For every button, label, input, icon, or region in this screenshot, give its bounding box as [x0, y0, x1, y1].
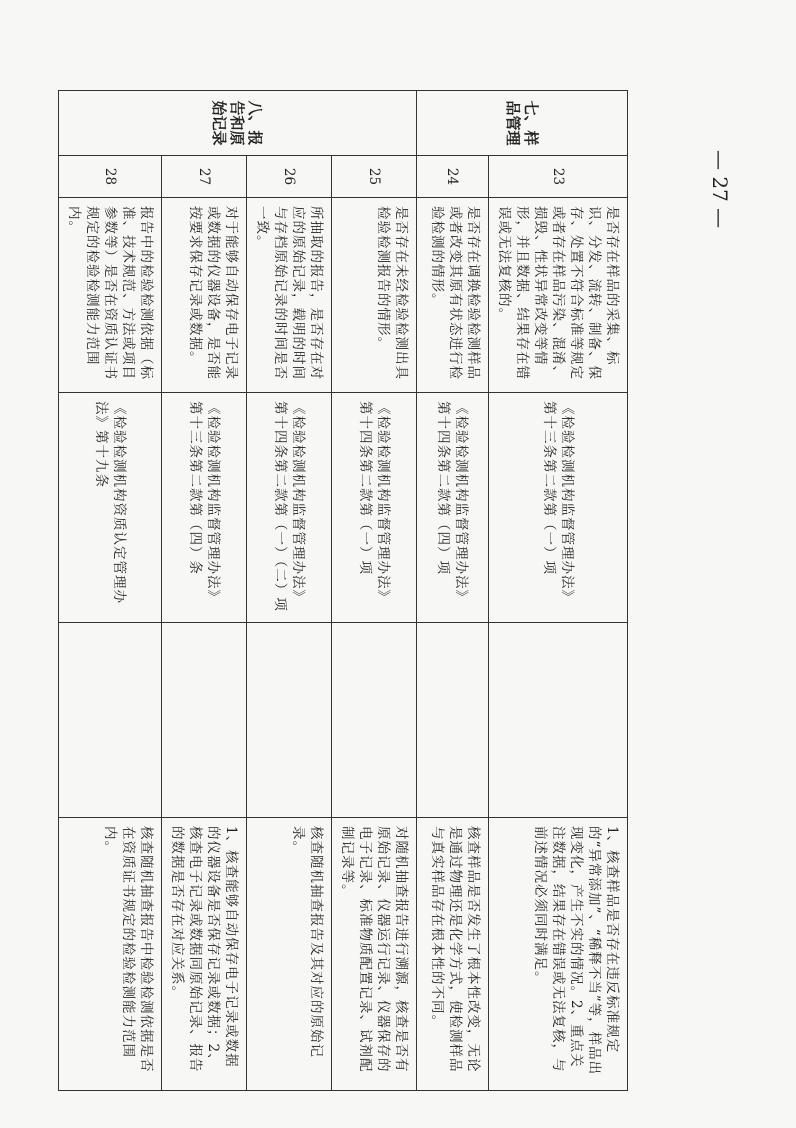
legal-basis: 《检验检测机构监督管理办法》第十三条第二款第（一）项 [489, 393, 628, 623]
inspection-method [489, 623, 628, 818]
check-content: 1、核查样品是否存在违反标准规定的“异常添加”、“稀释不当”等，样品出现变化，产生不实的情况。2、重点关注数据，结果存在错误或无法复核，与前述情况必须同时满足。 [489, 818, 628, 1091]
row-number: 27 [162, 156, 247, 198]
check-content: 核查随机抽查报告中检验检测依据是否在资质证书规定的检验检测能力范围内。 [59, 818, 162, 1091]
inspection-method [162, 623, 247, 818]
inspection-method [417, 623, 489, 818]
inspection-item: 是否存在调换检验检测样品或者改变其原有状态进行检验检测的情形。 [417, 198, 489, 393]
check-content: 核查样品是否发生了根本性改变，无论是通过物理还是化学方式，使检测样品与真实样品存在根本性的不同。 [417, 818, 489, 1091]
table-row [59, 91, 162, 1091]
check-content: 1、核查能够自动保存电子记录或数据的仪器设备是否保存记录或数据；2、核查电子记录或数据同原始记录、报告的数据是否存在对应关系。 [162, 818, 247, 1091]
row-number: 26 [247, 156, 332, 198]
legal-basis: 《检验检测机构监督管理办法》第十四条第二款第（四）项 [417, 393, 489, 623]
inspection-table-container [66, 90, 628, 1090]
inspection-item: 所抽取的报告，是否存在对应的原始记录，载明的时间与存档原始记录的时间是否一致。 [247, 198, 332, 393]
row-number: 25 [332, 156, 417, 198]
legal-basis: 《检验检测机构资质认定管理办法》第十九条 [59, 393, 162, 623]
table-row [417, 91, 489, 1091]
table-row [489, 91, 628, 1091]
inspection-item: 是否存在样品的采集、标识、分发、流转、制备、保存、处置不符合标准等规定或者存在样品污染、混淆、损毁、性状异常改变等情形，并且数据、结果存在错误或无法复核的。 [489, 198, 628, 393]
check-content: 对随机抽查报告进行溯源，核查是否有原始记录、仪器运行记录、仪器保存的电子记录、标准物质配置记录、试剂配制记录等。 [332, 818, 417, 1091]
inspection-method [59, 623, 162, 818]
inspection-item: 是否存在未经检验检测出具检验检测报告的情形。 [332, 198, 417, 393]
page-number: — 27 — [708, 150, 732, 229]
legal-basis: 《检验检测机构监督管理办法》第十四条第二款第（一）（二）项 [247, 393, 332, 623]
inspection-method [332, 623, 417, 818]
table-row [332, 91, 417, 1091]
inspection-item: 对于能够自动保存电子记录或数据的仪器设备，是否能按要求保存记录或数据。 [162, 198, 247, 393]
table-row [162, 91, 247, 1091]
inspection-table [58, 90, 628, 1091]
category-cell: 七、样品管理 [417, 91, 628, 156]
table-row [247, 91, 332, 1091]
row-number: 24 [417, 156, 489, 198]
legal-basis: 《检验检测机构监督管理办法》第十三条第二款第（四）条 [162, 393, 247, 623]
row-number: 28 [59, 156, 162, 198]
legal-basis: 《检验检测机构监督管理办法》第十四条第二款第（一）项 [332, 393, 417, 623]
inspection-method [247, 623, 332, 818]
category-cell: 八、报告和原始记录 [59, 91, 417, 156]
check-content: 核查随机抽查报告及其对应的原始记录。 [247, 818, 332, 1091]
row-number: 23 [489, 156, 628, 198]
inspection-item: 报告中的检验检测依据（标准、技术规范、方法或项目参数等）是否在资质认证书规定的检验检测能力范围内。 [59, 198, 162, 393]
